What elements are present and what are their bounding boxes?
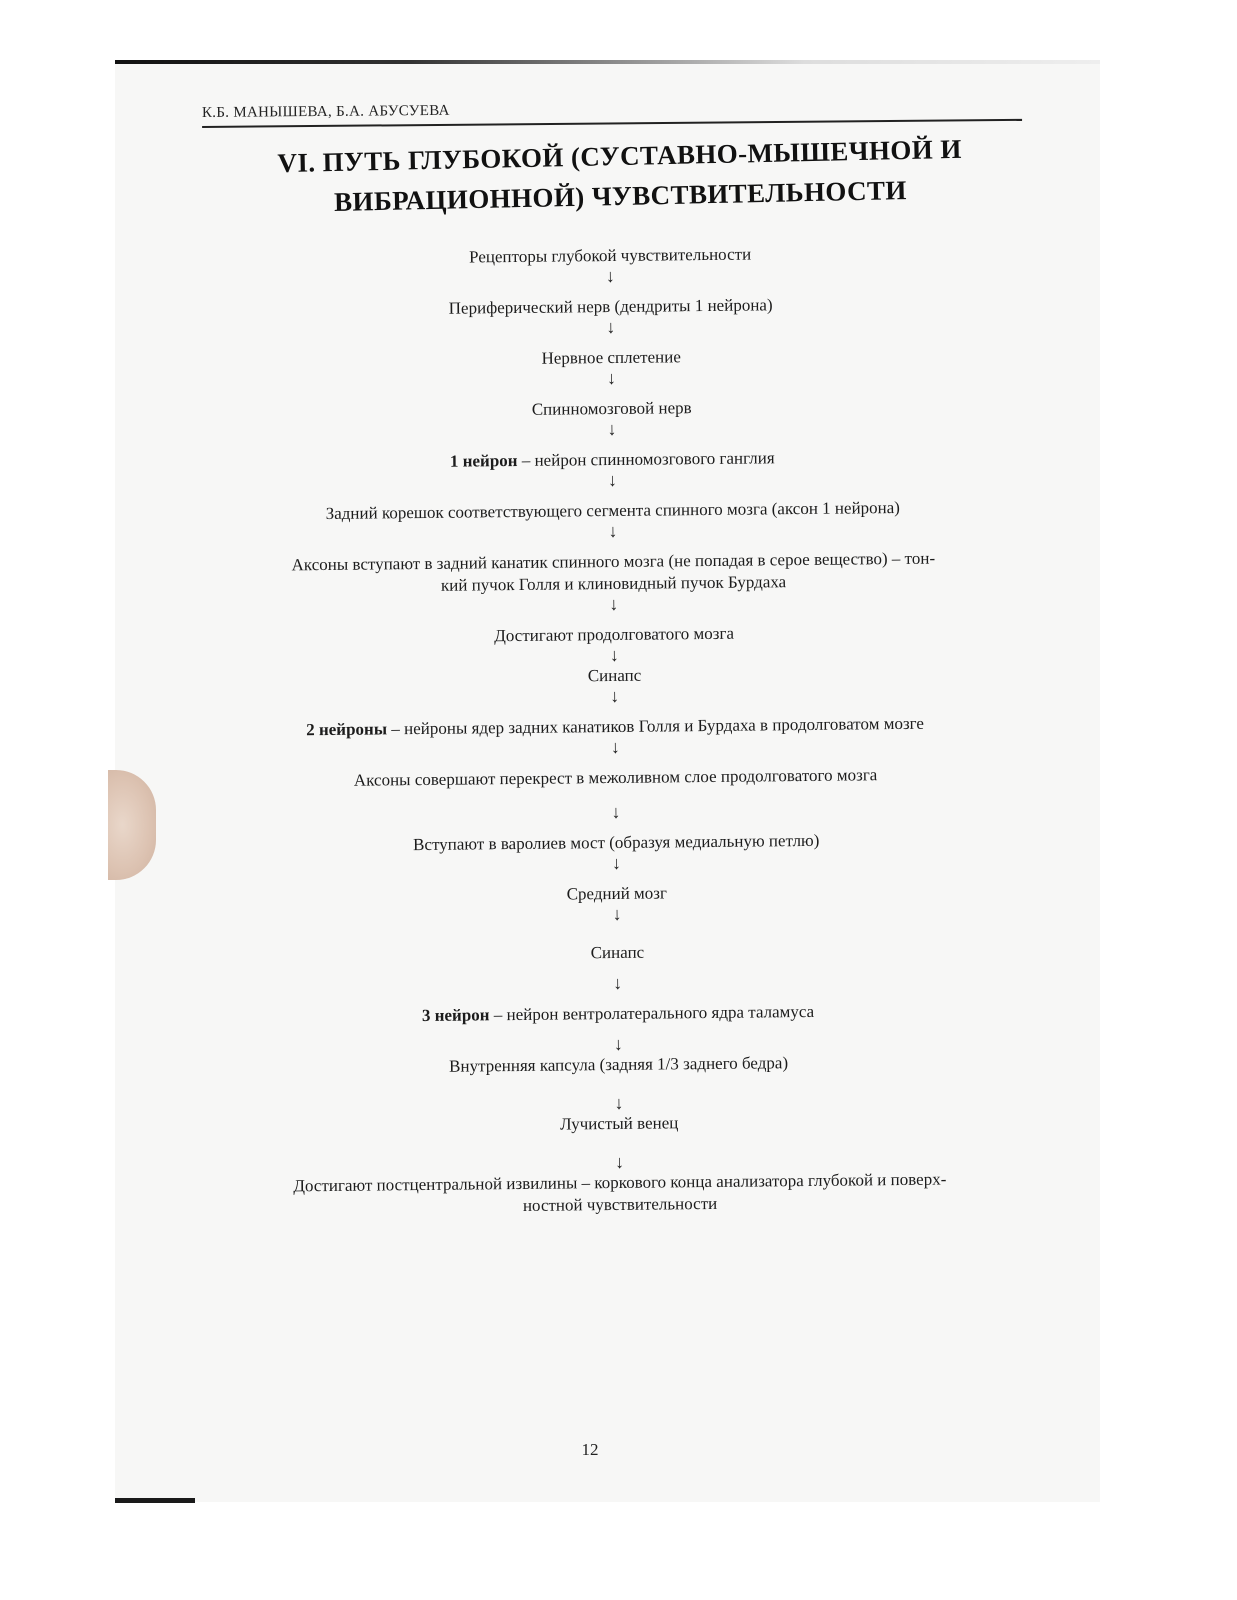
arrow-down-icon: ↓ xyxy=(609,644,619,666)
step-receptors: Рецепторы глубокой чувствительности xyxy=(468,244,752,267)
step-postcentral-gyrus-line-2: ностной чувствительности xyxy=(522,1193,718,1215)
page-bottom-edge xyxy=(115,1498,195,1503)
arrow-down-icon: ↓ xyxy=(607,418,617,440)
step-nerve-plexus: Нервное сплетение xyxy=(541,347,681,368)
chapter-title-line-2: ВИБРАЦИОННОЙ) ЧУВСТВИТЕЛЬНОСТИ xyxy=(333,175,908,217)
step-synapse-1: Синапс xyxy=(587,665,642,686)
page-top-edge xyxy=(115,60,1100,64)
step-dorsal-root: Задний корешок соответствующего сегмента спинного мозга (аксон 1 нейрона) xyxy=(325,497,901,523)
arrow-down-icon: ↓ xyxy=(611,852,622,874)
step-synapse-2: Синапс xyxy=(590,942,645,963)
arrow-down-icon: ↓ xyxy=(613,972,623,994)
step-decussation: Аксоны совершают перекрест в межоливном слое продолговатого мозга xyxy=(353,765,878,790)
pathway-flowchart xyxy=(200,241,1030,1221)
arrow-down-icon: ↓ xyxy=(607,469,618,491)
step-internal-capsule: Внутренняя капсула (задняя 1/3 заднего бедра) xyxy=(449,1053,789,1076)
header-authors: К.Б. МАНЫШЕВА, Б.А. АБУСУЕВА xyxy=(201,102,450,121)
arrow-down-icon: ↓ xyxy=(606,367,616,389)
arrow-down-icon: ↓ xyxy=(611,801,621,823)
step-postcentral-gyrus-line-1: Достигают постцентральной извилины – коркового конца анализатора глубокой и поверх- xyxy=(293,1169,947,1196)
arrow-down-icon: ↓ xyxy=(612,903,622,925)
step-third-neuron-label: 3 нейрон xyxy=(421,1005,490,1026)
step-first-neuron-label: 1 нейрон xyxy=(449,450,518,471)
step-third-neuron-text: – нейрон вентролатерального ядра таламуса xyxy=(489,1001,815,1025)
step-second-neurons-text: – нейроны ядер задних канатиков Голля и Бурдаха в продолговатом мозге xyxy=(386,713,925,739)
step-midbrain: Средний мозг xyxy=(566,883,668,904)
step-medulla: Достигают продолговатого мозга xyxy=(494,623,735,646)
arrow-down-icon: ↓ xyxy=(608,520,618,542)
step-pons: Вступают в варолиев мост (образуя медиальную петлю) xyxy=(413,830,820,855)
step-dorsal-column-line-2: кий пучок Голля и клиновидный пучок Бурдаха xyxy=(440,572,787,595)
chapter-title-line-1: VI. ПУТЬ ГЛУБОКОЙ (СУСТАВНО-МЫШЕЧНОЙ И xyxy=(277,133,962,179)
step-second-neurons-label: 2 нейроны xyxy=(306,719,388,740)
arrow-down-icon: ↓ xyxy=(606,316,616,338)
arrow-down-icon: ↓ xyxy=(605,265,615,287)
arrow-down-icon: ↓ xyxy=(614,1151,625,1172)
arrow-down-icon: ↓ xyxy=(610,736,620,758)
step-peripheral-nerve: Периферический нерв (дендриты 1 нейрона) xyxy=(448,295,773,318)
arrow-down-icon: ↓ xyxy=(614,1092,624,1113)
arrow-down-icon: ↓ xyxy=(610,685,620,707)
arrow-down-icon: ↓ xyxy=(609,593,619,615)
page-number: 12 xyxy=(581,1440,599,1459)
arrow-down-icon: ↓ xyxy=(613,1033,623,1055)
step-first-neuron-text: – нейрон спинномозгового ганглия xyxy=(517,448,775,470)
step-spinal-nerve: Спинномозговой нерв xyxy=(531,398,692,419)
step-corona-radiata: Лучистый венец xyxy=(559,1113,679,1134)
chapter-title xyxy=(219,128,1021,225)
step-dorsal-column-line-1: Аксоны вступают в задний канатик спинного мозга (не попадая в серое вещество) – тон- xyxy=(291,548,936,575)
